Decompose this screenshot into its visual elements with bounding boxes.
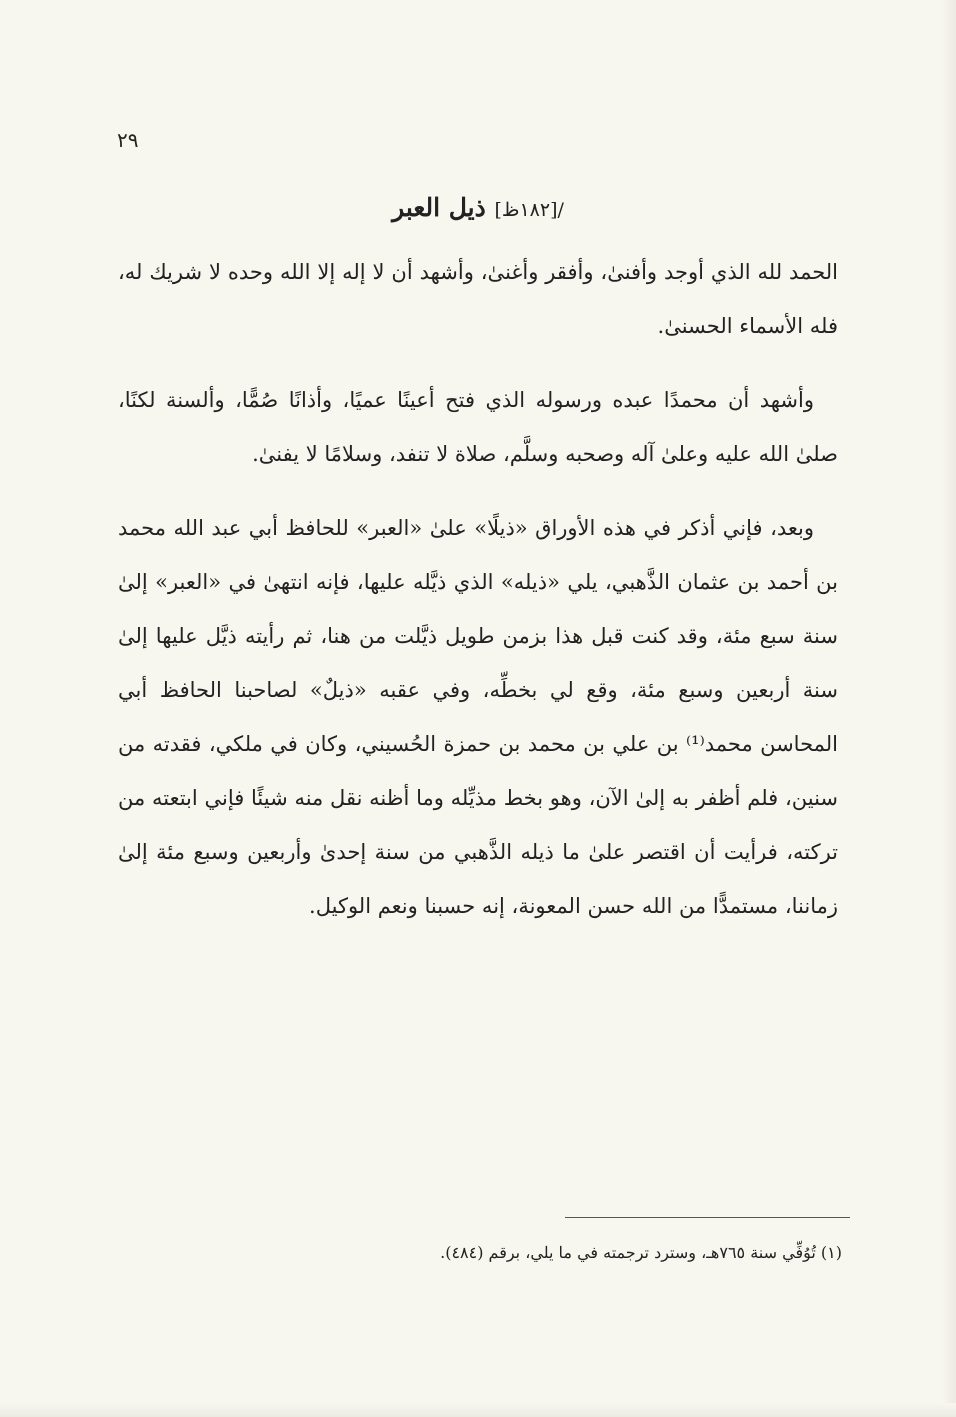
page-edge-bottom xyxy=(0,1403,956,1417)
footnote: (١) تُوُفِّي سنة ٧٦٥هـ، وسترد ترجمته في ما يلي، برقم (٤٨٤). xyxy=(440,1243,842,1262)
main-text xyxy=(118,245,838,953)
paragraph-1: الحمد لله الذي أوجد وأفنىٰ، وأفقر وأغنىٰ، وأشهد أن لا إله إلا الله وحده لا شريك له، فله الأسماء الحسنىٰ. xyxy=(118,260,838,338)
paragraph-2: وأشهد أن محمدًا عبده ورسوله الذي فتح أعينًا عميًا، وأذانًا صُمًّا، وألسنة لكنًا، صلىٰ الله عليه وعلىٰ آله وصحبه وسلَّم، صلاة لا تنفد، وسلامًا لا يفنىٰ. xyxy=(118,388,838,466)
footnote-divider xyxy=(565,1217,850,1218)
paragraph-3: وبعد، فإني أذكر في هذه الأوراق «ذيلًا» علىٰ «العبر» للحافظ أبي عبد الله محمد بن أحمد بن عثمان الذَّهبي، يلي «ذيله» الذي ذيَّله عليها، فإنه انتهىٰ في «العبر» إلىٰ سنة سبع مئة، وقد كنت قبل هذا بزمن طويل ذيَّلت من هنا، ثم رأيته ذيَّل عليها إلىٰ سنة أربعين وسبع مئة، وقع لي بخطِّه، وفي عقبه «ذيلٌ» لصاحبنا الحافظ أبي المحاسن محمد⁽¹⁾ بن علي بن محمد بن حمزة الحُسيني، وكان في ملكي، فقدته من سنين، فلم أظفر به إلىٰ الآن، وهو بخط مذيِّله وما أظنه نقل منه شيئًا فإني ابتعته من تركته، فرأيت أن اقتصر علىٰ ما ذيله الذَّهبي من سنة إحدىٰ وأربعين وسبع مئة إلىٰ زماننا، مستمدًّا من الله حسن المعونة، إنه حسبنا ونعم الوكيل. xyxy=(118,516,838,918)
manuscript-folio-ref: /[١٨٢ظ] xyxy=(494,199,564,221)
section-heading xyxy=(118,193,838,222)
page-number: ٢٩ xyxy=(117,128,139,152)
heading-title: ذيل العبر xyxy=(392,193,486,222)
page-edge xyxy=(942,0,956,1417)
